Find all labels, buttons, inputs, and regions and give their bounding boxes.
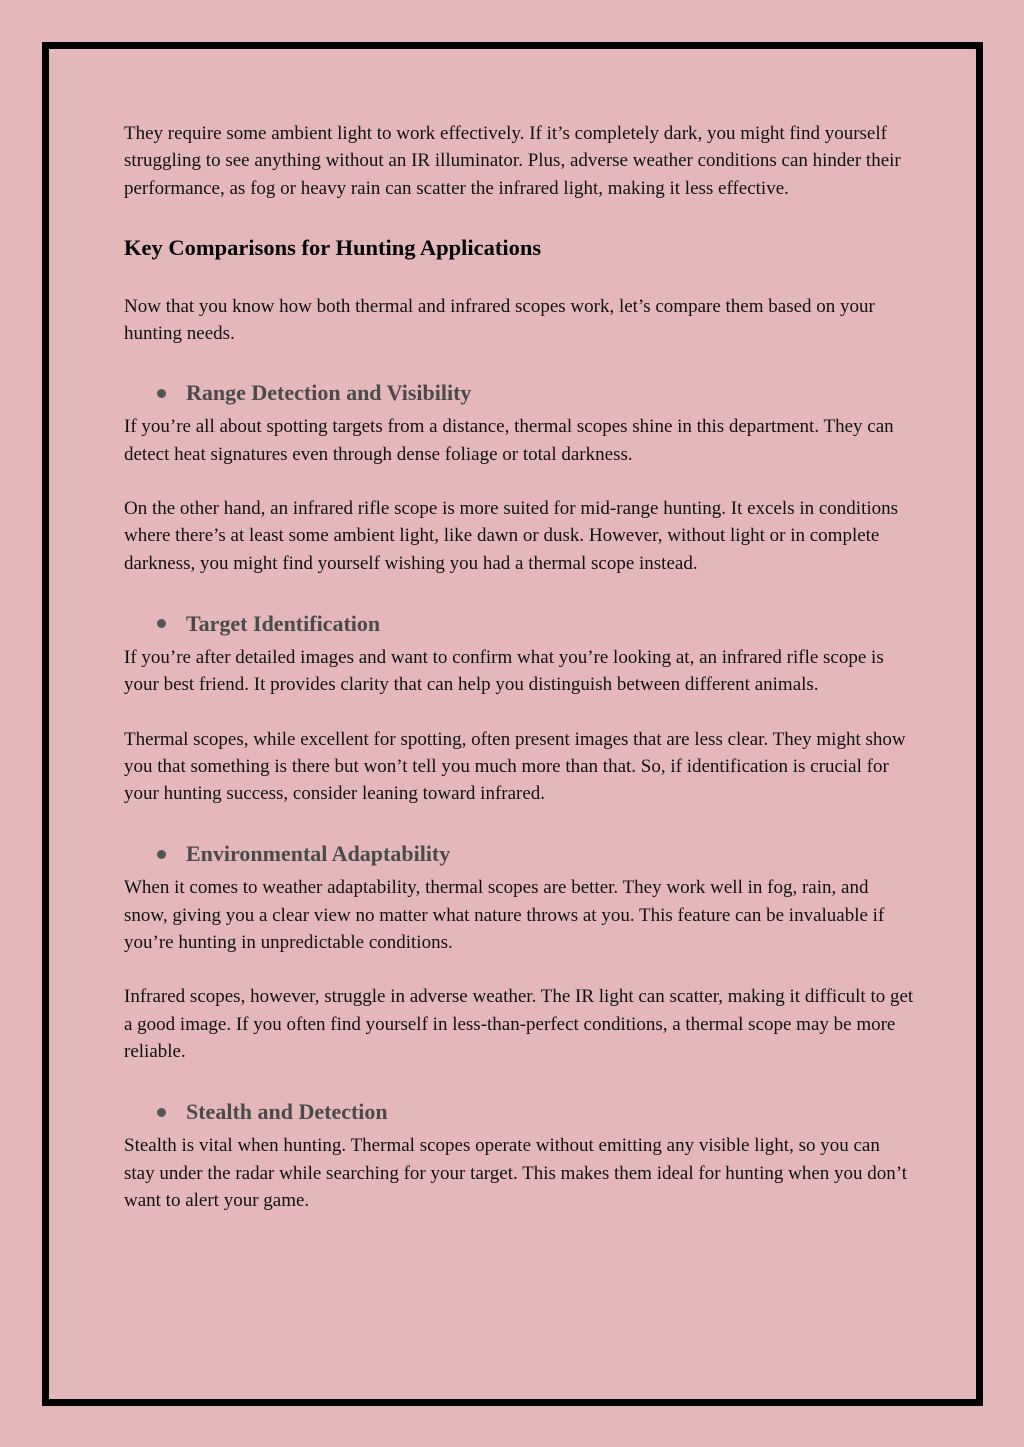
intro-paragraph: They require some ambient light to work effectively. If it’s completely dark, you might find yourself struggling to see anything without an IR illuminator. Plus, adverse weather conditions can hinder their performance, as fog or heavy rain can scatter the infrared light, making it less effective.	[124, 123, 901, 199]
section-paragraph: Thermal scopes, while excellent for spotting, often present images that are less clear. They might show you that something is there but won’t tell you much more than that. So, if identification is crucial for your hunting success, consider leaning toward infrared.	[124, 728, 906, 805]
bullet-icon	[157, 1108, 166, 1117]
section-paragraph: Infrared scopes, however, struggle in adverse weather. The IR light can scatter, making it difficult to get a good image. If you often find yourself in less-than-perfect conditions, a thermal scope may be more reliable.	[124, 986, 914, 1062]
section-environmental-adaptability	[124, 838, 914, 1065]
section-paragraph: When it comes to weather adaptability, thermal scopes are better. They work well in fog, rain, and snow, giving you a clear view no matter what nature throws at you. This feature can be invaluable if you’re hunting in unpredictable conditions.	[124, 877, 885, 954]
section-range-detection	[124, 377, 914, 576]
section-stealth-detection	[124, 1096, 914, 1214]
bullet-icon	[157, 850, 166, 859]
bullet-icon	[157, 389, 166, 398]
section-heading	[124, 608, 914, 640]
section-title: Stealth and Detection	[186, 1099, 388, 1125]
section-heading	[124, 838, 914, 870]
section-target-identification	[124, 608, 914, 807]
section-paragraph: If you’re all about spotting targets from a distance, thermal scopes shine in this department. They can detect heat signatures even through dense foliage or total darkness.	[124, 416, 894, 465]
key-comparisons-intro: Now that you know how both thermal and infrared scopes work, let’s compare them based on your hunting needs.	[124, 295, 875, 345]
section-title: Range Detection and Visibility	[186, 380, 472, 406]
section-paragraph: If you’re after detailed images and want to confirm what you’re looking at, an infrared rifle scope is your best friend. It provides clarity that can help you distinguish between different animals.	[124, 646, 884, 696]
section-paragraph: Stealth is vital when hunting. Thermal scopes operate without emitting any visible light, so you can stay under the radar while searching for your target. This makes them ideal for hunting when you don’t want to alert your game.	[124, 1135, 908, 1211]
section-title: Environmental Adaptability	[186, 841, 451, 867]
section-paragraph: On the other hand, an infrared rifle scope is more suited for mid-range hunting. It excels in conditions where there’s at least some ambient light, like dawn or dusk. However, without light or in complete darkness, you might find yourself wishing you had a thermal scope instead.	[124, 498, 899, 574]
bullet-icon	[157, 619, 166, 628]
section-heading	[124, 1096, 914, 1128]
section-heading	[124, 377, 914, 409]
key-comparisons-heading: Key Comparisons for Hunting Applications	[124, 234, 542, 260]
document-body	[124, 120, 914, 1214]
section-title: Target Identification	[186, 610, 381, 636]
